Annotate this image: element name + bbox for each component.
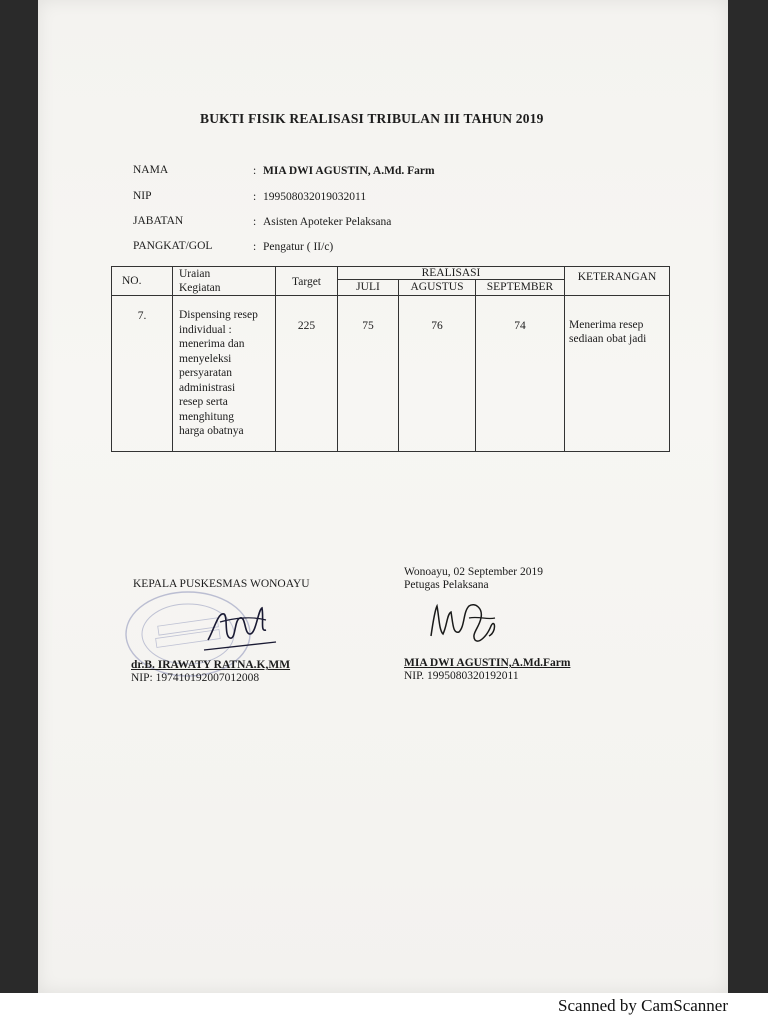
signature-left-icon — [200, 600, 280, 655]
info-label-pangkat: PANGKAT/GOL — [133, 240, 213, 252]
signature-right-nip: NIP. 1995080320192011 — [404, 670, 519, 682]
cell-no: 7. — [112, 296, 173, 452]
signature-right-place-date: Wonoayu, 02 September 2019 — [404, 566, 543, 578]
header-uraian: Uraian Kegiatan — [173, 267, 276, 296]
document-page — [38, 0, 728, 993]
info-label-nama: NAMA — [133, 164, 169, 176]
scanner-watermark: Scanned by CamScanner — [558, 996, 728, 1015]
document-title: BUKTI FISIK REALISASI TRIBULAN III TAHUN 2019 — [200, 111, 544, 126]
info-label-jabatan: JABATAN — [133, 215, 184, 227]
table-row — [112, 296, 670, 452]
info-value-nip: 199508032019032011 — [263, 191, 367, 203]
cell-target: 225 — [276, 296, 338, 452]
header-keterangan: KETERANGAN — [565, 267, 670, 296]
cell-keterangan: Menerima resep sediaan obat jadi — [565, 296, 670, 452]
realisasi-table — [111, 266, 670, 452]
info-value-nama: MIA DWI AGUSTIN, A.Md. Farm — [263, 165, 435, 177]
signature-right-name: MIA DWI AGUSTIN,A.Md.Farm — [404, 657, 571, 669]
signature-right-icon — [425, 596, 505, 652]
header-no: NO. — [112, 267, 173, 296]
header-agustus: AGUSTUS — [399, 280, 476, 296]
info-value-jabatan: Asisten Apoteker Pelaksana — [263, 216, 392, 228]
info-colon: : — [253, 191, 257, 203]
signature-left-name: dr.B. IRAWATY RATNA.K,MM — [131, 659, 291, 671]
header-juli: JULI — [338, 280, 399, 296]
header-september: SEPTEMBER — [476, 280, 565, 296]
cell-agustus: 76 — [399, 296, 476, 452]
cell-juli: 75 — [338, 296, 399, 452]
cell-september: 74 — [476, 296, 565, 452]
info-colon: : — [253, 165, 257, 177]
info-label-nip: NIP — [133, 190, 152, 202]
info-value-pangkat: Pengatur ( II/c) — [263, 241, 334, 253]
info-colon: : — [253, 216, 257, 228]
header-realisasi: REALISASI — [338, 267, 565, 280]
info-colon: : — [253, 241, 257, 253]
signature-left-nip: NIP: 197410192007012008 — [131, 672, 260, 684]
header-target: Target — [276, 267, 338, 296]
signature-right-role: Petugas Pelaksana — [404, 579, 489, 591]
cell-uraian: Dispensing resep individual : menerima dan menyeleksi persyaratan administrasi resep serta menghitung harga obatnya — [173, 296, 276, 452]
signature-left-heading: KEPALA PUSKESMAS WONOAYU — [133, 578, 310, 590]
